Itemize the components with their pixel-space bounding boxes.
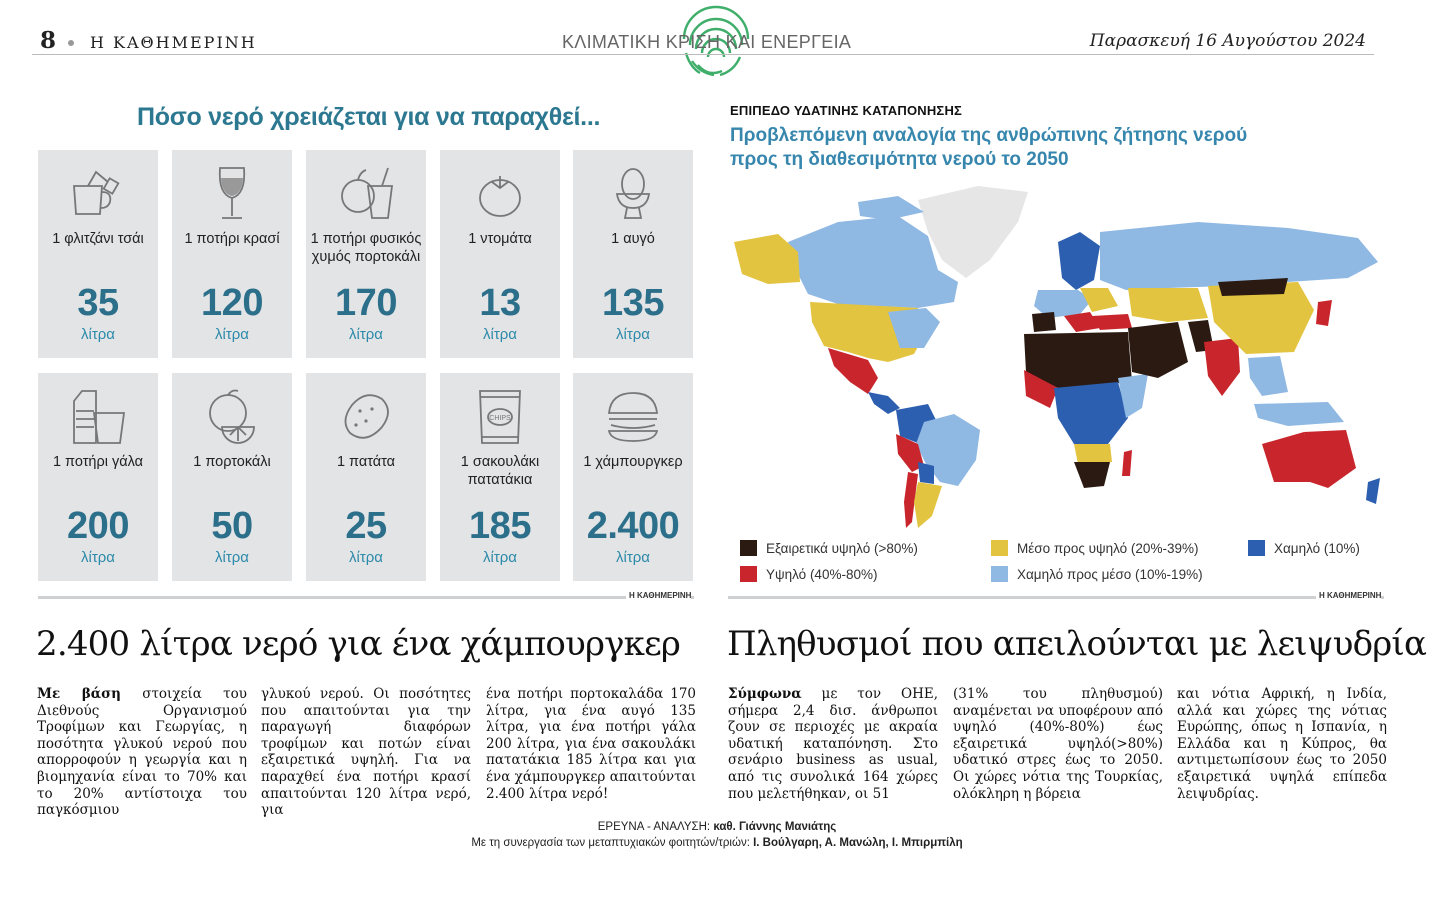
legend-swatch [991, 540, 1008, 556]
region-russia [1100, 222, 1378, 290]
region-india [1204, 338, 1240, 396]
map-credit: Η ΚΑΘΗΜΕΡΙΝΗ [1316, 591, 1381, 600]
region-australia-east [1304, 430, 1356, 488]
map-overline: ΕΠΙΠΕΔΟ ΥΔΑΤΙΝΗΣ ΚΑΤΑΠΟΝΗΣΗΣ [730, 103, 963, 118]
article1-lead: Με βάση [37, 686, 121, 702]
legend-item [991, 566, 1203, 582]
legend-label: Χαμηλό (10%) [1274, 541, 1360, 556]
article1-col3: ένα ποτήρι πορτοκαλάδα 170 λίτρα, για ένα αυγό 135 λίτρα, για ένα ποτήρι γάλα 200 λίτρα, για ένα σακουλάκι πατατάκια 185 λίτρα και για ένα χάμπουργκερ απαιτούνται 2.400 λίτρα νερό! [486, 686, 696, 802]
article2-headline: Πληθυσμοί που απειλούνται με λειψυδρία [727, 624, 1427, 664]
water-item-card [573, 150, 693, 358]
item-label: 1 αυγό [611, 231, 655, 247]
potato-icon [336, 387, 396, 449]
chips-bag-icon [470, 387, 530, 449]
water-item-card [172, 150, 292, 358]
header-rule [32, 54, 1374, 55]
legend-swatch [740, 566, 757, 582]
region-south-africa [1074, 462, 1110, 488]
legend-swatch [1248, 540, 1265, 556]
item-liters-value: 135 [602, 282, 664, 324]
article1-headline: 2.400 λίτρα νερό για ένα χάμπουργκερ [36, 624, 681, 664]
item-label: 1 φλιτζάνι τσάι [52, 231, 144, 247]
infographic-title: Πόσο νερό χρειάζεται για να παραχθεί... [137, 103, 601, 131]
map-title: Προβλεπόμενη αναλογία της ανθρώπινης ζήτησης νερού προς τη διαθεσιμότητα νερού το 2050 [730, 125, 1248, 170]
region-se-asia [1248, 356, 1288, 396]
item-unit: λίτρα [349, 326, 383, 343]
region-southern-africa-mid [1074, 444, 1112, 464]
collaboration-credit: Με τη συνεργασία των μεταπτυχιακών φοιτητών/τριών: Ι. Βούλγαρη, Α. Μανώλη, Ι. Μπιρμπίλη [471, 837, 963, 849]
infographic-baseline [38, 596, 694, 599]
item-unit: λίτρα [616, 549, 650, 566]
region-central-am [868, 392, 900, 414]
item-liters-value: 2.400 [586, 505, 680, 547]
article1-col1: Με βάση στοιχεία του Διεθνούς Οργανισμού Τροφίμων και Γεωργίας, η ποσότητα γλυκού νερού που απορροφούν η γεωργία και η βιομηχανία είναι το 70% και το 20% αντίστοιχα του παγκόσμιου [37, 686, 247, 819]
region-canada-islands [858, 196, 924, 220]
infographic-credit: Η ΚΑΘΗΜΕΡΙΝΗ [626, 591, 691, 600]
region-argentina [914, 482, 942, 528]
item-label: 1 σακουλάκι πατατάκια [460, 454, 540, 488]
water-item-card [38, 150, 158, 358]
separator-dot [68, 40, 74, 46]
tomato-icon [470, 164, 530, 226]
article1-col2: γλυκού νερού. Οι ποσότητες που απαιτούνται για την παραγωγή διαφόρων τροφίμων και ποτών είναι εξαιρετικά υψηλή. Για να παραχθεί ένα ποτήρι κρασί απαιτούνται 120 λίτρα νερό, για [261, 686, 471, 819]
article2-col1: Σύμφωνα με τον ΟΗΕ, σήμερα 2,4 δισ. άνθρωποι ζουν σε περιοχές με ακραία υδατική καταπόνηση. Στο σενάριο business as usual, από τις συνολικά 164 χώρες που μελετήθηκαν, οι 51 [728, 686, 938, 802]
newspaper-name: Η ΚΑΘΗΜΕΡΙΝΗ [90, 33, 257, 52]
item-label: 1 ποτήρι γάλα [52, 454, 144, 470]
water-item-card [573, 373, 693, 581]
region-indonesia [1254, 402, 1344, 426]
item-unit: λίτρα [215, 326, 249, 343]
item-liters-value: 13 [479, 282, 521, 324]
region-central-africa [1054, 382, 1128, 444]
region-new-zealand [1366, 478, 1380, 504]
item-unit: λίτρα [81, 549, 115, 566]
article2-lead: Σύμφωνα [728, 686, 802, 702]
legend-item [740, 540, 918, 556]
legend-item [740, 566, 877, 582]
legend-label: Εξαιρετικά υψηλό (>80%) [766, 541, 918, 556]
issue-date: Παρασκευή 16 Αυγούστου 2024 [1089, 31, 1366, 51]
region-iberia [1032, 312, 1056, 332]
item-liters-value: 170 [335, 282, 397, 324]
legend-label: Μέσο προς υψηλό (20%-39%) [1017, 541, 1199, 556]
item-liters-value: 25 [345, 505, 387, 547]
water-item-card [306, 150, 426, 358]
tea-cup-icon [68, 164, 128, 226]
item-label: 1 ποτήρι φυσικός χυμός πορτοκάλι [310, 231, 422, 265]
item-liters-value: 185 [469, 505, 531, 547]
item-unit: λίτρα [616, 326, 650, 343]
item-liters-value: 120 [201, 282, 263, 324]
item-unit: λίτρα [349, 549, 383, 566]
item-liters-value: 50 [211, 505, 253, 547]
item-liters-value: 200 [67, 505, 129, 547]
water-item-card [440, 150, 560, 358]
legend-item [991, 540, 1198, 556]
region-middle-east [1128, 322, 1188, 378]
egg-icon [603, 164, 663, 226]
item-label: 1 χάμπουργκερ [583, 454, 683, 470]
item-liters-value: 35 [77, 282, 119, 324]
milk-icon [68, 387, 128, 449]
legend-swatch [740, 540, 757, 556]
legend-item [1248, 540, 1360, 556]
legend-swatch [991, 566, 1008, 582]
world-water-stress-map [728, 182, 1388, 532]
juice-icon [336, 164, 396, 226]
item-unit: λίτρα [215, 549, 249, 566]
item-label: 1 πορτοκάλι [193, 454, 271, 470]
chips-bag-text: CHIPS [489, 415, 511, 422]
region-japan [1316, 300, 1332, 326]
wine-glass-icon [202, 164, 262, 226]
water-item-card [306, 373, 426, 581]
page-number: 8 [40, 27, 57, 54]
research-credit: ΕΡΕΥΝΑ - ΑΝΑΛΥΣΗ: καθ. Γιάννης Μανιάτης [597, 821, 837, 833]
map-baseline [728, 596, 1384, 599]
section-title: ΚΛΙΜΑΤΙΚΗ ΚΡΙΣΗ ΚΑΙ ΕΝΕΡΓΕΙΑ [562, 32, 852, 52]
water-item-card [440, 373, 560, 581]
water-item-card [172, 373, 292, 581]
article2-col2: (31% του πληθυσμού) αναμένεται να υποφέρουν από υψηλό (40%-80%) έως εξαιρετικά υψηλό(>80%) υδατικό στρες έως το 2050. Οι χώρες νότια της Τουρκίας, ολόκληρη η βόρεια [953, 686, 1163, 802]
item-label: 1 ποτήρι κρασί [184, 231, 280, 247]
item-unit: λίτρα [483, 549, 517, 566]
region-scandinavia [1058, 232, 1100, 290]
water-item-card [38, 373, 158, 581]
legend-label: Υψηλό (40%-80%) [766, 567, 878, 582]
region-madagascar [1122, 450, 1132, 476]
orange-icon [202, 387, 262, 449]
item-unit: λίτρα [81, 326, 115, 343]
item-label: 1 πατάτα [336, 454, 396, 470]
region-central-asia [1128, 288, 1208, 322]
article2-col3: και νότια Αφρική, η Ινδία, αλλά και χώρες της νότιας Ευρώπης, όπως η Ισπανία, η Ελλάδα και η Κύπρος, θα αντιμετωπίσουν έως το 2050 εξαιρετικά υψηλά επίπεδα λειψυδρίας. [1177, 686, 1387, 802]
hamburger-icon [603, 387, 663, 449]
legend-label: Χαμηλό προς μέσο (10%-19%) [1017, 567, 1203, 582]
region-australia-west [1262, 432, 1312, 482]
item-label: 1 ντομάτα [468, 231, 532, 247]
item-unit: λίτρα [483, 326, 517, 343]
